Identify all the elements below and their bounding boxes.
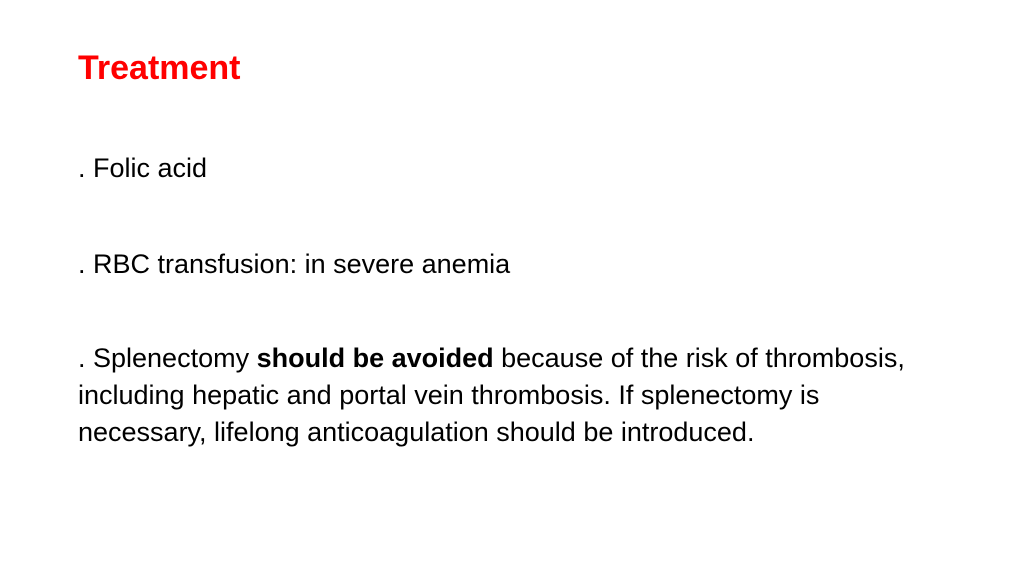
- splenectomy-prefix: . Splenectomy: [78, 343, 257, 373]
- bullet-rbc-transfusion: . RBC transfusion: in severe anemia: [78, 249, 511, 279]
- slide-title: Treatment: [78, 49, 241, 87]
- bullet-folic-acid: . Folic acid: [78, 153, 208, 183]
- bullet-splenectomy: [78, 340, 938, 451]
- splenectomy-suffix: because of the risk of thrombosis, including hepatic and portal vein thrombosis. If splenectomy is necessary, lifelong anticoagulation should be introduced.: [78, 343, 905, 447]
- splenectomy-emphasis: should be avoided: [256, 343, 494, 373]
